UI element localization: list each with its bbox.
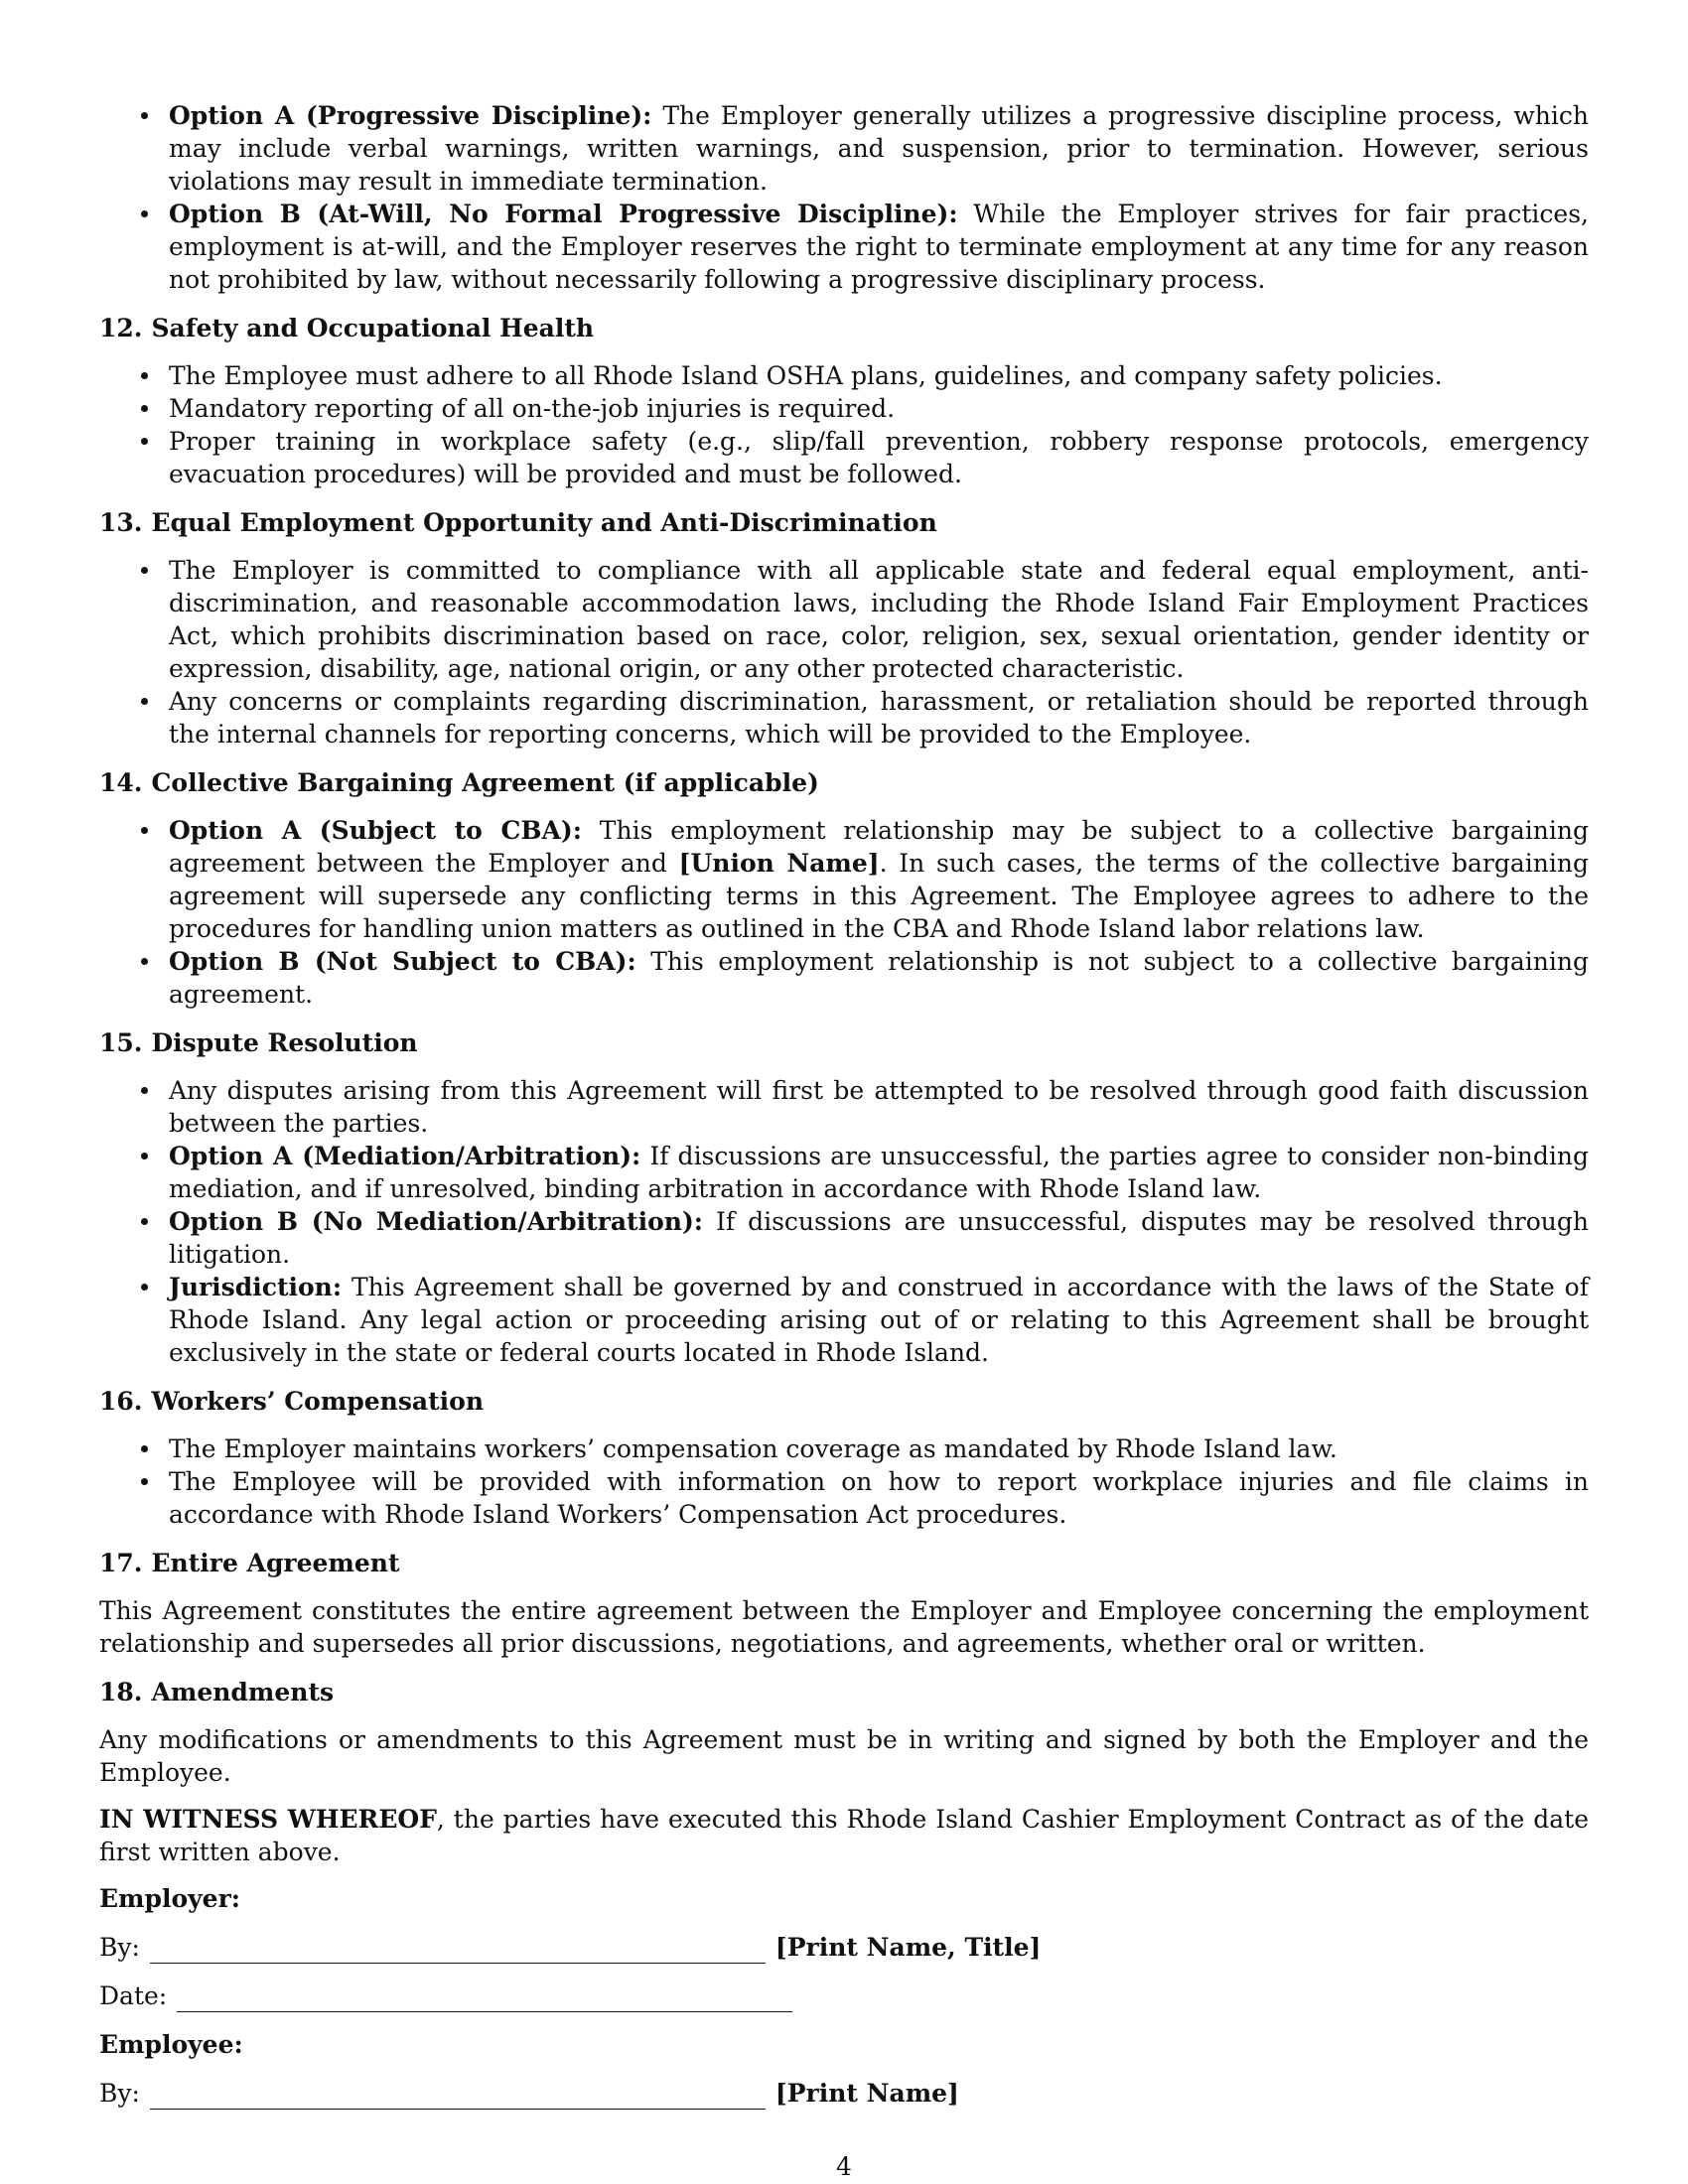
list-item: The Employee must adhere to all Rhode Island OSHA plans, guidelines, and company safety policies. — [99, 359, 1589, 392]
list-item: The Employer maintains workers’ compensation coverage as mandated by Rhode Island law. — [99, 1433, 1589, 1465]
option-label: Option B (No Mediation/Arbitration): — [169, 1207, 704, 1236]
option-text: This employment relationship is not subject to a collective bargaining agreement. — [169, 947, 1589, 1009]
section-17-heading — [99, 1547, 1589, 1579]
list-item: Proper training in workplace safety (e.g., slip/fall prevention, robbery response protocols, emergency evacuation procedures) will be provided and must be followed. — [99, 425, 1589, 490]
document-page — [99, 99, 1589, 2125]
witness-text: , the parties have executed this Rhode Island Cashier Employment Contract as of the date first written above. — [99, 1805, 1589, 1866]
section-14-heading — [99, 766, 1589, 799]
section-number: 15. — [99, 1028, 143, 1057]
witness-bold: IN WITNESS WHEREOF — [99, 1805, 437, 1834]
jurisdiction-label: Jurisdiction: — [169, 1273, 343, 1301]
list-item: Mandatory reporting of all on-the-job injuries is required. — [99, 392, 1589, 425]
jurisdiction-text: This Agreement shall be governed by and construed in accordance with the laws of the State of Rhode Island. Any legal action or proceeding arising out of or relating to this Agreement shall be brought exclusively in the state or federal courts located in Rhode Island. — [169, 1273, 1589, 1367]
date-label: Date: — [99, 1981, 168, 2010]
employer-signature-field[interactable] — [150, 1937, 766, 1964]
option-label: Option A (Mediation/Arbitration): — [169, 1142, 641, 1170]
section-number: 16. — [99, 1387, 143, 1416]
option-label: Option A (Progressive Discipline): — [169, 101, 652, 130]
employee-signature-line — [99, 2077, 1589, 2110]
list-item — [99, 1205, 1589, 1271]
section-title: Amendments — [151, 1678, 335, 1706]
page-number: 4 — [836, 2152, 852, 2181]
section-title: Dispute Resolution — [151, 1028, 418, 1057]
list-item: Any concerns or complaints regarding discrimination, harassment, or retaliation should be reported through the internal channels for reporting concerns, which will be provided to the Employee. — [99, 685, 1589, 751]
section-16-list — [99, 1433, 1589, 1531]
by-label: By: — [99, 1933, 140, 1962]
option-text: While the Employer strives for fair practices, employment is at-will, and the Employer reserves the right to terminate employment at any time for any reason not prohibited by law, without necessarily following a progressive disciplinary process. — [169, 200, 1589, 294]
section-14-list — [99, 814, 1589, 1011]
witness-paragraph — [99, 1803, 1589, 1868]
list-item: The Employee will be provided with information on how to report workplace injuries and file claims in accordance with Rhode Island Workers’ Compensation Act procedures. — [99, 1465, 1589, 1531]
section-13-heading — [99, 506, 1589, 539]
option-label: Option A (Subject to CBA): — [169, 816, 582, 845]
employer-signature-line — [99, 1931, 1589, 1964]
option-text: If discussions are unsuccessful, disputes may be resolved through litigation. — [169, 1207, 1589, 1269]
union-name-placeholder: [Union Name] — [678, 849, 880, 878]
section-15-list — [99, 1074, 1589, 1369]
discipline-options-list — [99, 99, 1589, 296]
option-text: . In such cases, the terms of the collective bargaining agreement will supersede any conflicting terms in this Agreement. The Employee agrees to adhere to the procedures for handling union matters as outlined in the CBA and Rhode Island labor relations law. — [169, 849, 1589, 943]
option-label: Option B (Not Subject to CBA): — [169, 947, 636, 976]
section-12-heading — [99, 312, 1589, 344]
section-18-heading — [99, 1676, 1589, 1708]
option-text: This employment relationship may be subject to a collective bargaining agreement between the Employer and — [169, 816, 1589, 878]
section-16-heading — [99, 1385, 1589, 1418]
section-title: Workers’ Compensation — [151, 1387, 485, 1416]
option-text: If discussions are unsuccessful, the parties agree to consider non-binding mediation, and if unresolved, binding arbitration in accordance with Rhode Island law. — [169, 1142, 1589, 1203]
section-12-list — [99, 359, 1589, 490]
employee-name-hint: [Print Name] — [774, 2079, 959, 2108]
employee-label: Employee: — [99, 2030, 243, 2059]
section-number: 18. — [99, 1678, 143, 1706]
by-label: By: — [99, 2079, 140, 2108]
list-item: The Employer is committed to compliance with all applicable state and federal equal employment, anti-discrimination, and reasonable accommodation laws, including the Rhode Island Fair Employment Practices Act, which prohibits discrimination based on race, color, religion, sex, sexual orientation, gender identity or expression, disability, age, national origin, or any other protected characteristic. — [99, 554, 1589, 685]
section-17-text: This Agreement constitutes the entire agreement between the Employer and Employee concerning the employment relationship and supersedes all prior discussions, negotiations, and agreements, whether oral or written. — [99, 1596, 1589, 1658]
section-title: Safety and Occupational Health — [151, 314, 595, 342]
list-item — [99, 198, 1589, 296]
section-title: Entire Agreement — [151, 1549, 400, 1577]
option-label: Option B (At-Will, No Formal Progressive Discipline): — [169, 200, 958, 228]
section-15-heading — [99, 1026, 1589, 1059]
employer-date-field[interactable] — [177, 1985, 792, 2012]
section-number: 12. — [99, 314, 143, 342]
section-number: 13. — [99, 508, 143, 537]
employer-label: Employer: — [99, 1884, 240, 1913]
list-item: Any disputes arising from this Agreement will first be attempted to be resolved through good faith discussion between the parties. — [99, 1074, 1589, 1140]
section-18-text: Any modifications or amendments to this Agreement must be in writing and signed by both the Employer and the Employee. — [99, 1725, 1589, 1787]
option-text: The Employer generally utilizes a progressive discipline process, which may include verbal warnings, written warnings, and suspension, prior to termination. However, serious violations may result in immediate termination. — [169, 101, 1589, 196]
list-item — [99, 814, 1589, 945]
employer-name-hint: [Print Name, Title] — [774, 1933, 1042, 1962]
section-13-list — [99, 554, 1589, 751]
employee-signature-field[interactable] — [150, 2083, 766, 2110]
section-number: 14. — [99, 768, 143, 797]
list-item — [99, 1140, 1589, 1205]
list-item — [99, 99, 1589, 198]
list-item — [99, 945, 1589, 1011]
section-number: 17. — [99, 1549, 143, 1577]
list-item — [99, 1271, 1589, 1369]
employer-date-line — [99, 1979, 1589, 2012]
section-title: Equal Employment Opportunity and Anti-Discrimination — [151, 508, 937, 537]
section-title: Collective Bargaining Agreement (if applicable) — [151, 768, 819, 797]
